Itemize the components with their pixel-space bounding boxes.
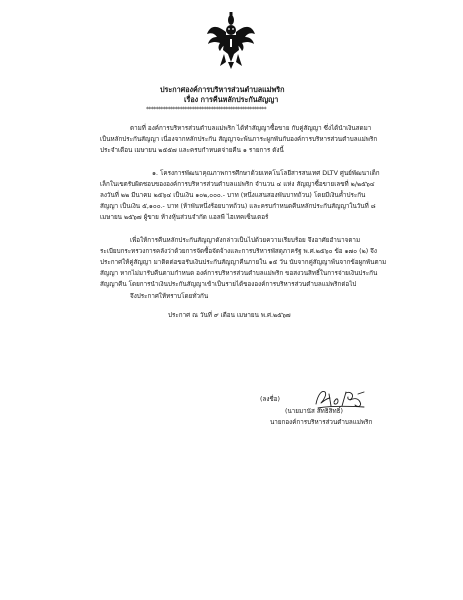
paragraph-1-line-3: ประจำเดือน เมษายน ๒๕๕๗ และครบกำหนดจ่ายคืน ๑ รายการ ดังนี้ xyxy=(100,147,284,154)
item-1-line-2: เล็กในเขตรับผิดชอบขององค์การบริหารส่วนตำบลแม่พริก จำนวน ๔ แห่ง สัญญาซื้อขายเลขที่ ๒/๒๕๖๔ xyxy=(100,181,375,188)
item-1-line-5: เมษายน ๒๕๖๗ ผู้ขาย ห้างหุ้นส่วนจำกัด แอลพี ไฮเทคเซ็นเตอร์ xyxy=(100,214,269,221)
item-1-line-3: ลงวันที่ ๒๒ มีนาคม ๒๕๖๔ เป็นเงิน ๑๐๒,๐๐๐.- บาท (หนึ่งแสนสองพันบาทถ้วน) โดยมีเงินค้ำประกัน xyxy=(100,192,366,199)
announcement-title: ประกาศองค์การบริหารส่วนตำบลแม่พริก xyxy=(160,85,285,94)
paragraph-2-line-2: ระเบียบกระทรวงการคลังว่าด้วยการจัดซื้อจัดจ้างและการบริหารพัสดุภาครัฐ พ.ศ.๒๕๖๐ ข้อ ๑๗๐ (๒) จึง xyxy=(100,248,377,255)
signatory-name: (นายมานัส สัทธิสิทธิ์) xyxy=(285,408,343,415)
item-1-line-4: สัญญา เป็นเงิน ๕,๑๐๐.- บาท (ห้าพันหนึ่งร้อยบาทถ้วน) และครบกำหนดคืนหลักประกันสัญญาในวันที่ ๘ xyxy=(100,203,376,210)
garuda-emblem xyxy=(206,10,256,70)
paragraph-2-line-4: สัญญา หากไม่มารับคืนตามกำหนด องค์การบริหารส่วนตำบลแม่พริก ขอสงวนสิทธิ์ในการจ่ายเงินประกัน xyxy=(100,270,378,277)
paragraph-1-line-1: ตามที่ องค์การบริหารส่วนตำบลแม่พริก ได้ทำสัญญาซื้อขาย กับคู่สัญญา ซึ่งได้นำเงินสดมา xyxy=(130,125,372,132)
paragraph-2-line-3: ประกาศให้คู่สัญญา มาติดต่อขอรับเงินประกันสัญญาคืนภายใน ๑๕ วัน นับจากคู่สัญญาพ้นจากข้อผูกพันตาม xyxy=(100,259,387,266)
announce-line: จึงประกาศให้ทราบโดยทั่วกัน xyxy=(130,293,209,300)
paragraph-1-line-2: เป็นหลักประกันสัญญา เนื่องจากหลักประกัน สัญญาจะพ้นภาระผูกพันกับองค์การบริหารส่วนตำบลแม่พริก xyxy=(100,136,378,143)
announcement-subject: เรื่อง การคืนหลักประกันสัญญา xyxy=(184,95,279,104)
date-line: ประกาศ ณ วันที่ ๙ เดือน เมษายน พ.ศ.๒๕๖๗ xyxy=(168,312,291,319)
separator-line: ************************************************** xyxy=(146,106,267,113)
paragraph-2-line-5: สัญญาคืน โดยการนำเงินประกันสัญญาเข้าเป็นรายได้ขององค์การบริหารส่วนตำบลแม่พริกต่อไป xyxy=(100,281,357,288)
signed-label: (ลงชื่อ) xyxy=(260,396,280,403)
paragraph-2-line-1: เพื่อให้การคืนหลักประกันสัญญาดังกล่าวเป็นไปด้วยความเรียบร้อย จึงอาศัยอำนาจตาม xyxy=(130,237,361,244)
signatory-position: นายกองค์การบริหารส่วนตำบลแม่พริก xyxy=(270,419,373,426)
item-1-line-1: ๑. โครงการพัฒนาคุณภาพการศึกษาด้วยเทคโนโลยีสารสนเทศ DLTV ศูนย์พัฒนาเด็ก xyxy=(152,170,380,177)
